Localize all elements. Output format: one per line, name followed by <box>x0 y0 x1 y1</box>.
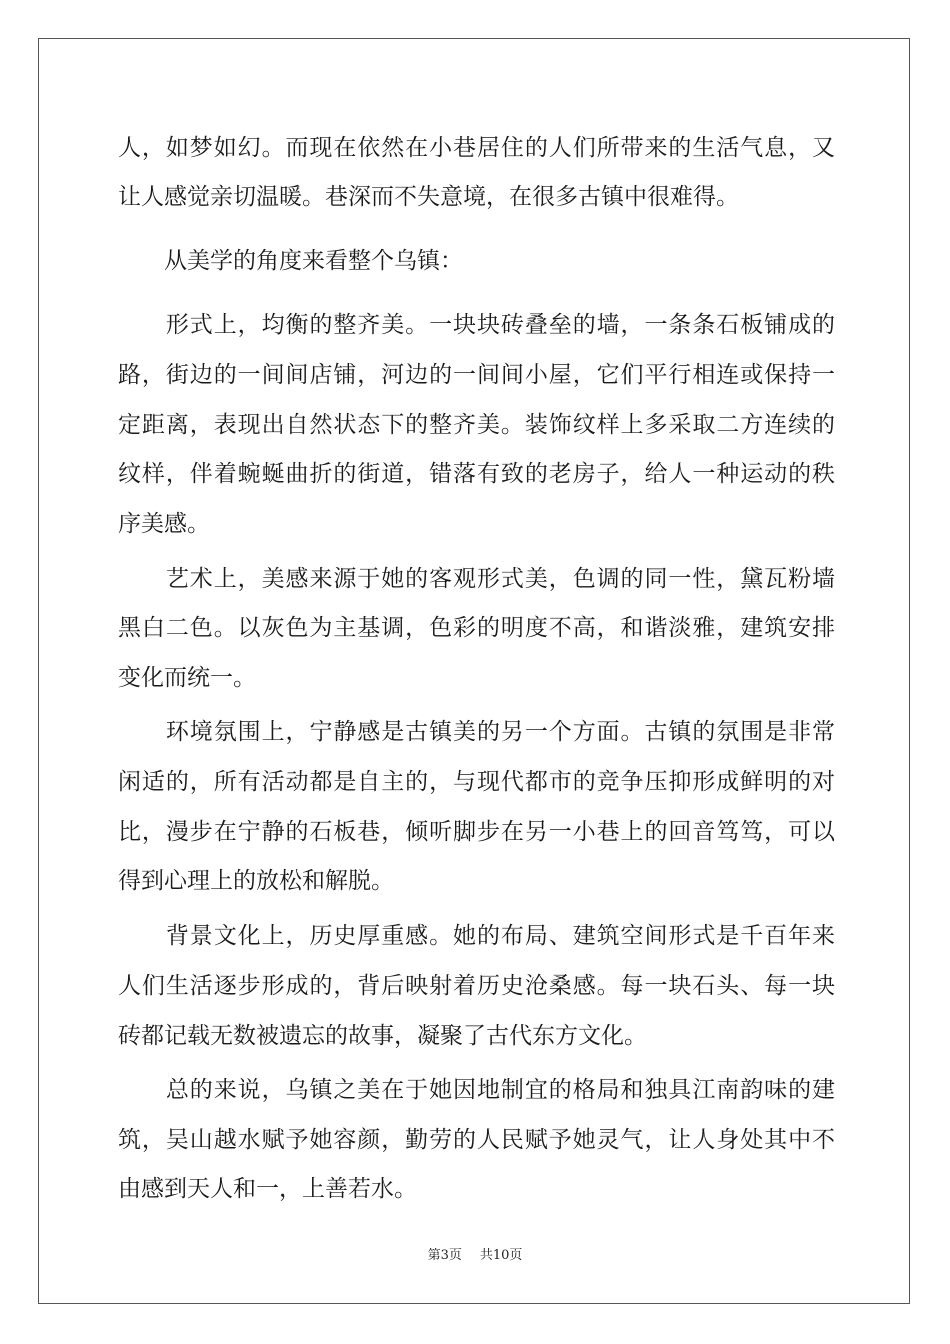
text-line: 背景文化上，历史厚重感。她的布局、建筑空间形式是千百年来 <box>118 923 835 949</box>
text-line: 纹样，伴着蜿蜒曲折的街道，错落有致的老房子，给人一种运动的秩 <box>118 461 835 487</box>
text-line: 定距离，表现出自然状态下的整齐美。装饰纹样上多采取二方连续的 <box>118 412 835 438</box>
text-line: 让人感觉亲切温暖。巷深而不失意境，在很多古镇中很难得。 <box>118 184 739 210</box>
total-pages-label: 共10页 <box>479 1248 523 1263</box>
text-line: 序美感。 <box>118 511 210 537</box>
text-line: 闲适的，所有活动都是自主的，与现代都市的竞争压抑形成鲜明的对 <box>118 769 835 795</box>
text-line: 人们生活逐步形成的，背后映射着历史沧桑感。每一块石头、每一块 <box>118 973 835 999</box>
current-page-label: 第3页 <box>427 1248 462 1263</box>
text-line: 路，街边的一间间店铺，河边的一间间小屋，它们平行相连或保持一 <box>118 362 835 388</box>
text-line: 比，漫步在宁静的石板巷，倾听脚步在另一小巷上的回音笃笃，可以 <box>118 819 835 845</box>
text-line: 环境氛围上，宁静感是古镇美的另一个方面。古镇的氛围是非常 <box>118 719 835 745</box>
page-footer <box>0 1248 950 1264</box>
text-line: 得到心理上的放松和解脱。 <box>118 868 394 894</box>
text-line: 黑白二色。以灰色为主基调，色彩的明度不高，和谐淡雅，建筑安排 <box>118 615 835 641</box>
text-line: 变化而统一。 <box>118 665 256 691</box>
text-line: 由感到天人和一，上善若水。 <box>118 1176 417 1202</box>
text-line: 砖都记载无数被遗忘的故事，凝聚了古代东方文化。 <box>118 1023 647 1049</box>
text-line: 筑，吴山越水赋予她容颜，勤劳的人民赋予她灵气，让人身处其中不 <box>118 1127 835 1153</box>
text-line: 总的来说，乌镇之美在于她因地制宜的格局和独具江南韵味的建 <box>118 1077 835 1103</box>
text-line: 形式上，均衡的整齐美。一块块砖叠垒的墙，一条条石板铺成的 <box>118 312 835 338</box>
text-line: 人，如梦如幻。而现在依然在小巷居住的人们所带来的生活气息，又 <box>118 135 835 161</box>
text-line: 艺术上，美感来源于她的客观形式美，色调的同一性，黛瓦粉墙 <box>118 566 835 592</box>
text-line: 从美学的角度来看整个乌镇： <box>118 248 463 274</box>
